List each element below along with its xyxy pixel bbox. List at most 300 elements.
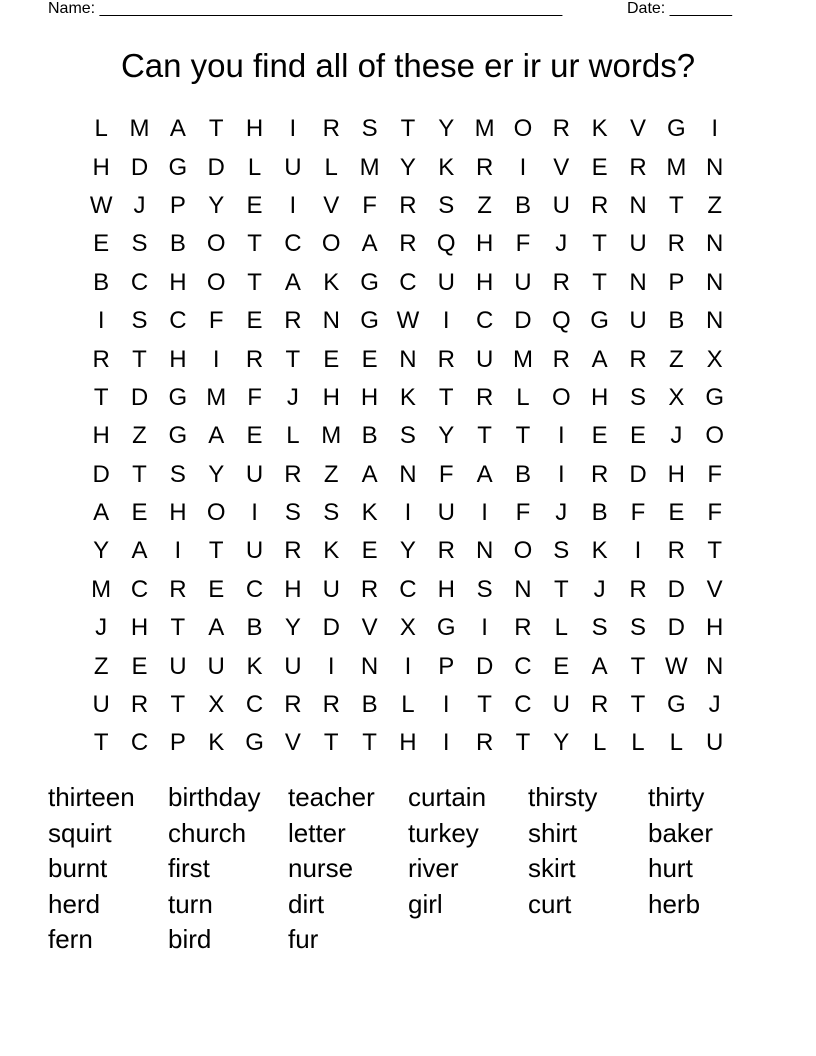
grid-letter: V — [553, 153, 570, 181]
header — [48, 0, 768, 20]
word-list-item: thirsty — [528, 782, 598, 813]
grid-letter: D — [322, 614, 340, 642]
grid-letter: T — [592, 268, 607, 296]
grid-letter: M — [129, 115, 150, 143]
word-list-row — [48, 922, 768, 958]
grid-letter: R — [552, 268, 570, 296]
grid-letter: J — [95, 614, 108, 642]
grid-letter: B — [591, 499, 608, 527]
grid-letter: G — [168, 422, 188, 450]
grid-letter: R — [590, 191, 609, 219]
grid-letter: R — [437, 345, 455, 373]
word-list-item: dirt — [288, 888, 325, 919]
grid-letter: H — [437, 575, 455, 603]
grid-letter: Y — [553, 729, 570, 757]
grid-letter: L — [324, 153, 338, 181]
grid-row — [82, 379, 734, 417]
grid-letter: J — [555, 499, 568, 527]
grid-letter: Q — [551, 307, 571, 335]
grid-letter: C — [130, 729, 149, 757]
grid-letter: I — [404, 499, 412, 527]
grid-letter: M — [512, 345, 533, 373]
grid-letter: U — [437, 499, 455, 527]
grid-letter: S — [553, 537, 570, 565]
grid-letter: E — [629, 422, 646, 450]
grid-letter: R — [92, 345, 110, 373]
word-list-item: nurse — [288, 853, 354, 884]
grid-letter: L — [94, 115, 108, 143]
grid-letter: A — [208, 422, 225, 450]
grid-letter: R — [284, 307, 302, 335]
grid-letter: E — [361, 537, 378, 565]
grid-letter: D — [207, 153, 225, 181]
grid-letter: O — [513, 115, 533, 143]
grid-letter: T — [132, 460, 147, 488]
grid-letter: H — [706, 614, 724, 642]
grid-letter: A — [591, 652, 608, 680]
word-list-item: curtain — [408, 782, 487, 813]
grid-letter: W — [396, 307, 420, 335]
grid-letter: Z — [323, 460, 339, 488]
grid-letter: M — [359, 153, 380, 181]
grid-letter: Y — [438, 422, 455, 450]
grid-letter: C — [399, 268, 417, 296]
grid-letter: O — [206, 268, 226, 296]
grid-row — [82, 532, 734, 570]
word-list-item: girl — [408, 888, 443, 919]
grid-letter: U — [245, 537, 264, 565]
grid-letter: L — [631, 729, 645, 757]
grid-letter: T — [285, 345, 301, 373]
grid-letter: A — [361, 460, 378, 488]
grid-letter: H — [475, 268, 494, 296]
grid-letter: I — [519, 153, 527, 181]
grid-letter: D — [92, 460, 110, 488]
grid-letter: T — [362, 729, 377, 757]
grid-letter: R — [322, 691, 340, 719]
page-title: Can you find all of these er ir ur words? — [120, 47, 696, 84]
grid-letter: U — [207, 652, 225, 680]
grid-letter: I — [711, 115, 718, 143]
grid-letter: E — [591, 422, 608, 450]
grid-letter: W — [665, 652, 688, 680]
grid-row — [82, 456, 734, 494]
word-list — [48, 780, 768, 958]
grid-letter: O — [321, 230, 341, 258]
grid-letter: K — [361, 499, 378, 527]
grid-letter: U — [245, 460, 264, 488]
grid-letter: S — [399, 422, 416, 450]
grid-letter: L — [669, 729, 683, 757]
grid-letter: R — [590, 460, 609, 488]
grid-letter: U — [284, 652, 302, 680]
grid-letter: V — [284, 729, 301, 757]
grid-letter: Y — [208, 191, 225, 219]
grid-letter: Y — [438, 115, 455, 143]
grid-letter: B — [668, 307, 685, 335]
grid-letter: I — [251, 499, 258, 527]
grid-letter: I — [481, 499, 488, 527]
grid-letter: I — [634, 537, 642, 565]
grid-letter: T — [668, 191, 684, 219]
grid-letter: I — [289, 115, 297, 143]
grid-letter: G — [705, 383, 724, 411]
grid-letter: R — [437, 537, 455, 565]
grid-letter: R — [399, 230, 417, 258]
grid-letter: R — [322, 115, 340, 143]
grid-letter: Y — [399, 153, 416, 181]
grid-letter: L — [516, 383, 530, 411]
grid-letter: A — [208, 614, 225, 642]
grid-row — [82, 340, 734, 378]
grid-letter: S — [361, 115, 378, 143]
grid-letter: I — [212, 345, 220, 373]
grid-letter: C — [245, 691, 264, 719]
word-list-item: church — [168, 817, 247, 848]
grid-letter: G — [666, 691, 686, 719]
grid-letter: U — [92, 691, 110, 719]
grid-letter: Z — [477, 191, 492, 219]
grid-letter: I — [557, 422, 565, 450]
word-list-item: bird — [168, 924, 212, 955]
grid-letter: C — [514, 652, 532, 680]
grid-letter: T — [208, 115, 224, 143]
grid-letter: V — [706, 575, 723, 603]
grid-letter: F — [247, 383, 262, 411]
grid-letter: I — [442, 729, 450, 757]
grid-letter: M — [474, 115, 495, 143]
grid-letter: T — [323, 729, 339, 757]
grid-letter: N — [360, 652, 379, 680]
date-field-label: Date: _______ — [627, 0, 732, 17]
grid-letter: L — [592, 729, 607, 757]
word-list-item: teacher — [288, 782, 375, 813]
grid-letter: C — [475, 307, 494, 335]
grid-letter: G — [590, 307, 609, 335]
grid-letter: B — [361, 422, 378, 450]
grid-letter: V — [323, 191, 340, 219]
grid-letter: U — [437, 268, 455, 296]
grid-letter: R — [629, 153, 647, 181]
grid-letter: T — [707, 537, 722, 565]
grid-letter: C — [284, 230, 302, 258]
grid-letter: T — [247, 268, 262, 296]
grid-letter: I — [442, 307, 450, 335]
grid-letter: A — [476, 460, 493, 488]
word-list-item: shirt — [528, 817, 578, 848]
grid-letter: T — [553, 575, 569, 603]
grid-letter: H — [169, 499, 187, 527]
grid-letter: C — [130, 268, 149, 296]
grid-letter: F — [362, 191, 377, 219]
grid-letter: A — [361, 230, 378, 258]
grid-letter: P — [169, 729, 186, 757]
grid-letter: E — [246, 422, 263, 450]
grid-letter: M — [91, 575, 112, 603]
grid-letter: R — [552, 115, 570, 143]
grid-letter: N — [399, 345, 417, 373]
word-list-item: skirt — [528, 853, 576, 884]
grid-letter: T — [515, 422, 531, 450]
grid-letter: H — [399, 729, 417, 757]
grid-letter: R — [475, 383, 494, 411]
grid-row — [82, 571, 734, 609]
grid-letter: U — [475, 345, 494, 373]
grid-letter: E — [208, 575, 225, 603]
grid-letter: W — [89, 191, 113, 219]
grid-letter: M — [206, 383, 227, 411]
grid-row — [82, 187, 734, 225]
grid-letter: F — [630, 499, 646, 527]
word-list-item: herb — [648, 888, 701, 919]
grid-letter: T — [93, 729, 109, 757]
grid-letter: K — [246, 652, 263, 680]
grid-letter: A — [93, 499, 110, 527]
grid-letter: K — [591, 115, 608, 143]
grid-letter: N — [514, 575, 532, 603]
grid-letter: H — [245, 115, 264, 143]
grid-letter: G — [360, 307, 379, 335]
letter-grid — [82, 110, 734, 763]
grid-letter: I — [481, 614, 488, 642]
word-list-item: thirty — [648, 782, 705, 813]
grid-letter: D — [667, 614, 685, 642]
word-list-item: burnt — [48, 853, 108, 884]
grid-letter: R — [475, 153, 494, 181]
grid-letter: U — [706, 729, 724, 757]
grid-letter: F — [515, 499, 531, 527]
grid-letter: F — [707, 499, 722, 527]
grid-letter: E — [246, 307, 263, 335]
grid-letter: Y — [399, 537, 416, 565]
grid-letter: T — [438, 383, 454, 411]
grid-letter: R — [667, 537, 685, 565]
grid-letter: R — [245, 345, 264, 373]
grid-letter: S — [438, 191, 455, 219]
grid-letter: B — [93, 268, 110, 296]
grid-letter: B — [246, 614, 263, 642]
grid-letter: M — [321, 422, 342, 450]
grid-letter: L — [286, 422, 300, 450]
grid-letter: S — [284, 499, 301, 527]
grid-letter: N — [629, 268, 647, 296]
grid-letter: V — [629, 115, 646, 143]
grid-letter: T — [93, 383, 109, 411]
grid-row — [82, 494, 734, 532]
grid-letter: N — [706, 268, 724, 296]
grid-letter: H — [92, 153, 110, 181]
grid-letter: S — [476, 575, 493, 603]
grid-letter: R — [590, 691, 609, 719]
word-list-item: turn — [168, 888, 213, 919]
grid-letter: D — [667, 575, 685, 603]
grid-letter: O — [513, 537, 533, 565]
grid-letter: I — [97, 307, 105, 335]
grid-letter: F — [208, 307, 224, 335]
grid-letter: A — [169, 115, 186, 143]
grid-letter: B — [514, 460, 531, 488]
grid-letter: R — [399, 191, 417, 219]
grid-letter: J — [708, 691, 721, 719]
grid-row — [82, 148, 734, 186]
word-list-item: fern — [48, 924, 93, 955]
grid-letter: C — [514, 691, 532, 719]
grid-letter: H — [475, 230, 494, 258]
grid-row — [82, 609, 734, 647]
word-list-item: baker — [648, 817, 714, 848]
grid-letter: S — [629, 614, 646, 642]
grid-letter: I — [404, 652, 412, 680]
grid-letter: T — [630, 691, 646, 719]
grid-letter: K — [438, 153, 455, 181]
grid-letter: N — [706, 307, 724, 335]
grid-letter: T — [630, 652, 646, 680]
grid-letter: N — [322, 307, 340, 335]
grid-letter: R — [475, 729, 494, 757]
grid-letter: E — [361, 345, 378, 373]
grid-letter: H — [322, 383, 340, 411]
grid-letter: B — [169, 230, 186, 258]
grid-letter: U — [552, 691, 570, 719]
grid-letter: Z — [668, 345, 684, 373]
word-list-item: squirt — [48, 817, 112, 848]
grid-row — [82, 417, 734, 455]
grid-letter: Z — [132, 422, 147, 450]
grid-letter: T — [170, 614, 186, 642]
grid-letter: O — [551, 383, 571, 411]
grid-letter: U — [629, 307, 647, 335]
grid-letter: A — [591, 345, 608, 373]
grid-letter: U — [169, 652, 187, 680]
word-list-item: hurt — [648, 853, 693, 884]
grid-letter: N — [706, 230, 724, 258]
grid-letter: R — [130, 691, 149, 719]
grid-letter: B — [514, 191, 531, 219]
grid-letter: D — [130, 383, 149, 411]
grid-letter: J — [670, 422, 683, 450]
grid-letter: K — [323, 537, 340, 565]
grid-letter: R — [629, 345, 647, 373]
word-list-row — [48, 780, 768, 816]
grid-row — [82, 225, 734, 263]
word-list-item: thirteen — [48, 782, 135, 813]
grid-letter: N — [399, 460, 417, 488]
grid-letter: T — [592, 230, 607, 258]
grid-row — [82, 264, 734, 302]
grid-letter: I — [557, 460, 565, 488]
grid-letter: Y — [284, 614, 301, 642]
word-list-item: first — [168, 853, 210, 884]
grid-letter: D — [475, 652, 494, 680]
grid-letter: T — [208, 537, 224, 565]
grid-letter: C — [130, 575, 149, 603]
grid-letter: I — [289, 191, 297, 219]
grid-letter: L — [554, 614, 568, 642]
grid-letter: H — [169, 268, 187, 296]
grid-letter: N — [475, 537, 494, 565]
grid-letter: P — [169, 191, 186, 219]
grid-row — [82, 724, 734, 762]
grid-letter: I — [174, 537, 182, 565]
grid-letter: Z — [707, 191, 722, 219]
grid-letter: T — [400, 115, 416, 143]
grid-letter: K — [323, 268, 340, 296]
grid-letter: D — [514, 307, 532, 335]
grid-letter: H — [130, 614, 149, 642]
grid-letter: X — [208, 691, 225, 719]
word-list-item: fur — [288, 924, 319, 955]
grid-letter: J — [286, 383, 299, 411]
grid-letter: K — [591, 537, 608, 565]
grid-row — [82, 647, 734, 685]
word-list-item: herd — [48, 888, 101, 919]
word-list-row — [48, 887, 768, 923]
grid-letter: H — [92, 422, 110, 450]
grid-letter: O — [206, 499, 226, 527]
grid-letter: R — [667, 230, 685, 258]
grid-letter: J — [593, 575, 606, 603]
grid-letter: E — [246, 191, 263, 219]
grid-letter: T — [170, 691, 186, 719]
grid-letter: T — [477, 422, 492, 450]
grid-letter: R — [552, 345, 570, 373]
grid-letter: G — [360, 268, 379, 296]
grid-letter: P — [668, 268, 685, 296]
grid-letter: I — [442, 691, 450, 719]
grid-letter: V — [361, 614, 378, 642]
grid-letter: J — [555, 230, 568, 258]
grid-letter: J — [133, 191, 146, 219]
grid-letter: G — [168, 383, 188, 411]
word-list-item: turkey — [408, 817, 479, 848]
grid-letter: E — [93, 230, 110, 258]
grid-letter: T — [132, 345, 147, 373]
grid-letter: Y — [93, 537, 110, 565]
grid-letter: T — [247, 230, 262, 258]
word-list-item: river — [408, 853, 459, 884]
grid-letter: T — [515, 729, 531, 757]
grid-letter: H — [667, 460, 685, 488]
grid-letter: Q — [436, 230, 456, 258]
grid-letter: U — [322, 575, 340, 603]
grid-letter: U — [552, 191, 570, 219]
grid-letter: R — [284, 460, 302, 488]
name-field-label: Name: ____________________________________________________ — [48, 0, 563, 17]
grid-letter: D — [130, 153, 149, 181]
grid-letter: U — [514, 268, 532, 296]
grid-letter: S — [629, 383, 646, 411]
grid-letter: P — [438, 652, 455, 680]
grid-letter: N — [629, 191, 647, 219]
grid-letter: M — [666, 153, 687, 181]
grid-letter: R — [514, 614, 532, 642]
grid-letter: N — [706, 153, 724, 181]
grid-row — [82, 110, 734, 148]
grid-letter: G — [436, 614, 456, 642]
grid-letter: R — [284, 537, 302, 565]
grid-letter: R — [169, 575, 187, 603]
grid-letter: X — [706, 345, 723, 373]
grid-letter: F — [438, 460, 454, 488]
grid-letter: S — [131, 307, 148, 335]
grid-letter: K — [399, 383, 416, 411]
grid-letter: K — [208, 729, 225, 757]
grid-letter: S — [323, 499, 340, 527]
grid-letter: C — [399, 575, 417, 603]
grid-letter: B — [361, 691, 378, 719]
grid-letter: S — [169, 460, 186, 488]
grid-letter: G — [666, 115, 686, 143]
